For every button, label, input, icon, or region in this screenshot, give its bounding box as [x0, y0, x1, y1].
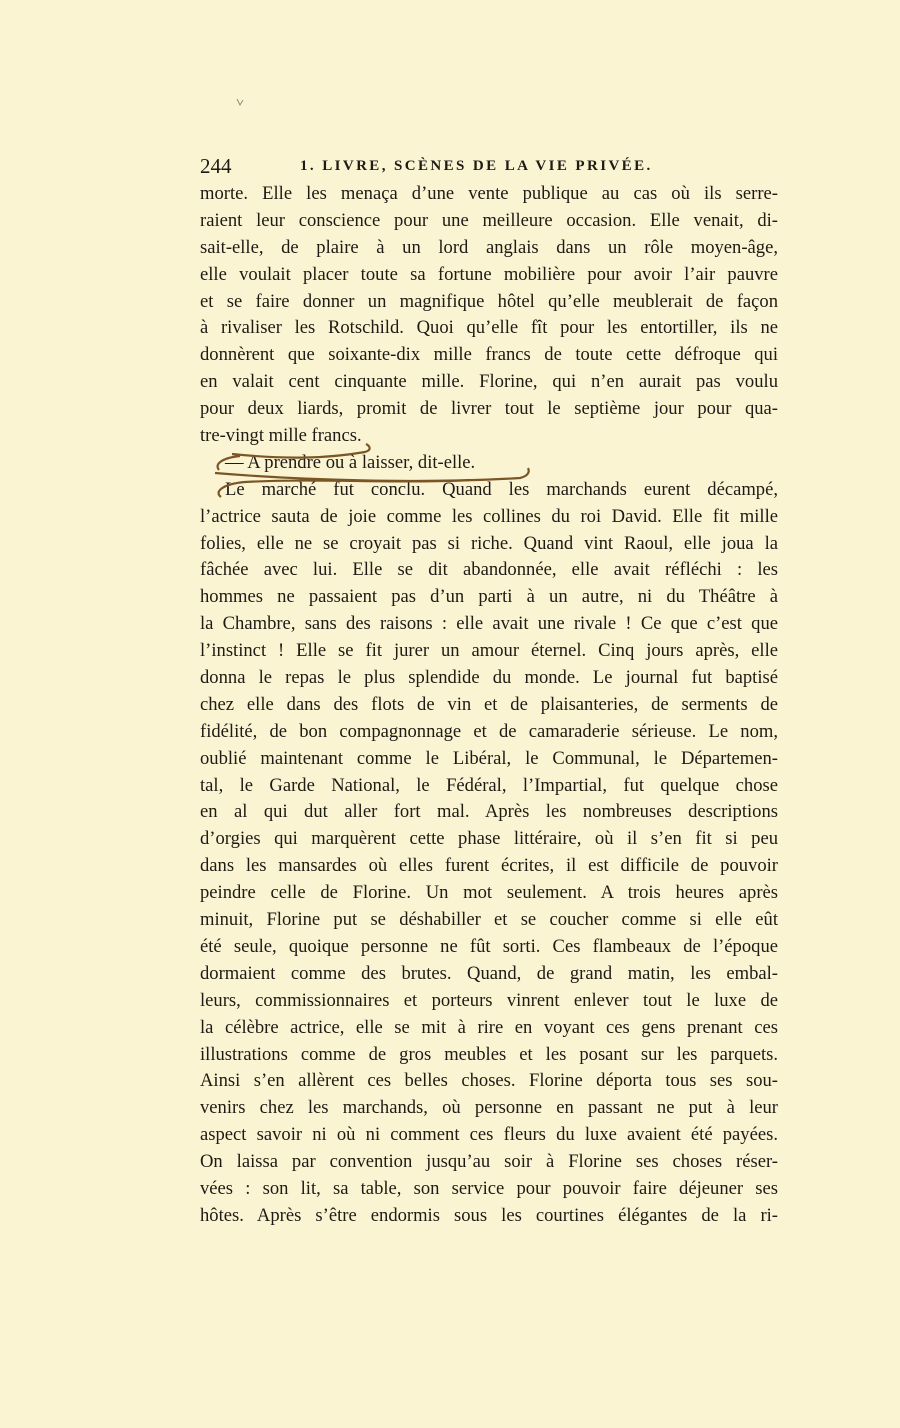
text-line: la Chambre, sans des raisons : elle avait une rivale ! Ce que c’est que: [200, 613, 778, 635]
text-line: et se faire donner un magnifique hôtel qu’elle meublerait de façon: [200, 290, 778, 312]
pencil-tick-mark: [237, 99, 243, 105]
text-line: donnèrent que soixante-dix mille francs de toute cette défroque qui: [200, 344, 778, 366]
text-line: Le marché fut conclu. Quand les marchands eurent décampé,: [225, 478, 778, 500]
text-line: la célèbre actrice, elle se mit à rire en voyant ces gens prenant ces: [200, 1016, 778, 1038]
text-line: On laissa par convention jusqu’au soir à Florine ses choses réser-: [200, 1151, 778, 1173]
text-line: l’actrice sauta de joie comme les collines du roi David. Elle fit mille: [200, 505, 778, 527]
text-line: l’instinct ! Elle se fit jurer un amour éternel. Cinq jours après, elle: [200, 640, 778, 662]
text-line: vées : son lit, sa table, son service pour pouvoir faire déjeuner ses: [200, 1177, 778, 1199]
text-line: pour deux liards, promit de livrer tout le septième jour pour qua-: [200, 398, 778, 420]
text-line: illustrations comme de gros meubles et les posant sur les parquets.: [200, 1043, 778, 1065]
text-line: aspect savoir ni où ni comment ces fleurs du luxe avaient été payées.: [200, 1124, 778, 1146]
text-line: été seule, quoique personne ne fût sorti. Ces flambeaux de l’époque: [200, 935, 778, 957]
text-line: elle voulait placer toute sa fortune mobilière pour avoir l’air pauvre: [200, 263, 778, 285]
text-line: à rivaliser les Rotschild. Quoi qu’elle fît pour les entortiller, ils ne: [200, 317, 778, 339]
text-line: leurs, commissionnaires et porteurs vinrent enlever tout le luxe de: [200, 989, 778, 1011]
text-line: en valait cent cinquante mille. Florine, qui n’en aurait pas voulu: [200, 371, 778, 393]
text-line: folies, elle ne se croyait pas si riche. Quand vint Raoul, elle joua la: [200, 532, 778, 554]
text-line: en al qui dut aller fort mal. Après les nombreuses descriptions: [200, 801, 778, 823]
text-line: Ainsi s’en allèrent ces belles choses. Florine déporta tous ses sou-: [200, 1070, 778, 1092]
text-line: d’orgies qui marquèrent cette phase littéraire, où il s’en fit si peu: [200, 828, 778, 850]
text-line: peindre celle de Florine. Un mot seulement. A trois heures après: [200, 882, 778, 904]
text-line: venirs chez les marchands, où personne en passant ne put à leur: [200, 1097, 778, 1119]
running-title: 1. LIVRE, SCÈNES DE LA VIE PRIVÉE.: [300, 158, 653, 174]
text-line: tal, le Garde National, le Fédéral, l’Impartial, fut quelque chose: [200, 774, 778, 796]
text-line: morte. Elle les menaça d’une vente publique au cas où ils serre-: [200, 183, 778, 204]
text-line: sait-elle, de plaire à un lord anglais dans un rôle moyen-âge,: [200, 236, 778, 258]
text-line: chez elle dans des flots de vin et de plaisanteries, de serments de: [200, 693, 778, 715]
text-line: minuit, Florine put se déshabiller et se coucher comme si elle eût: [200, 909, 778, 931]
body-text: [200, 181, 778, 1230]
text-line: oublié maintenant comme le Libéral, le Communal, le Départemen-: [200, 747, 778, 769]
text-line: dormaient comme des brutes. Quand, de grand matin, les embal-: [200, 962, 778, 984]
text-line: fâchée avec lui. Elle se dit abandonnée, elle avait réfléchi : les: [200, 559, 778, 581]
text-line: tre-vingt mille francs.: [200, 425, 362, 447]
text-line: fidélité, de bon compagnonnage et de camaraderie sérieuse. Le nom,: [200, 720, 778, 742]
text-line: — A prendre ou à laisser, dit-elle.: [225, 451, 476, 473]
text-line: donna le repas le plus splendide du monde. Le journal fut baptisé: [200, 667, 778, 689]
text-line: dans les mansardes où elles furent écrites, il est difficile de pouvoir: [200, 855, 778, 877]
page-number: 244: [200, 154, 232, 178]
text-line: hommes ne passaient pas d’un parti à un autre, ni du Théâtre à: [200, 586, 778, 608]
text-line: raient leur conscience pour une meilleure occasion. Elle venait, di-: [200, 209, 778, 231]
text-line: hôtes. Après s’être endormis sous les courtines élégantes de la ri-: [200, 1204, 778, 1226]
